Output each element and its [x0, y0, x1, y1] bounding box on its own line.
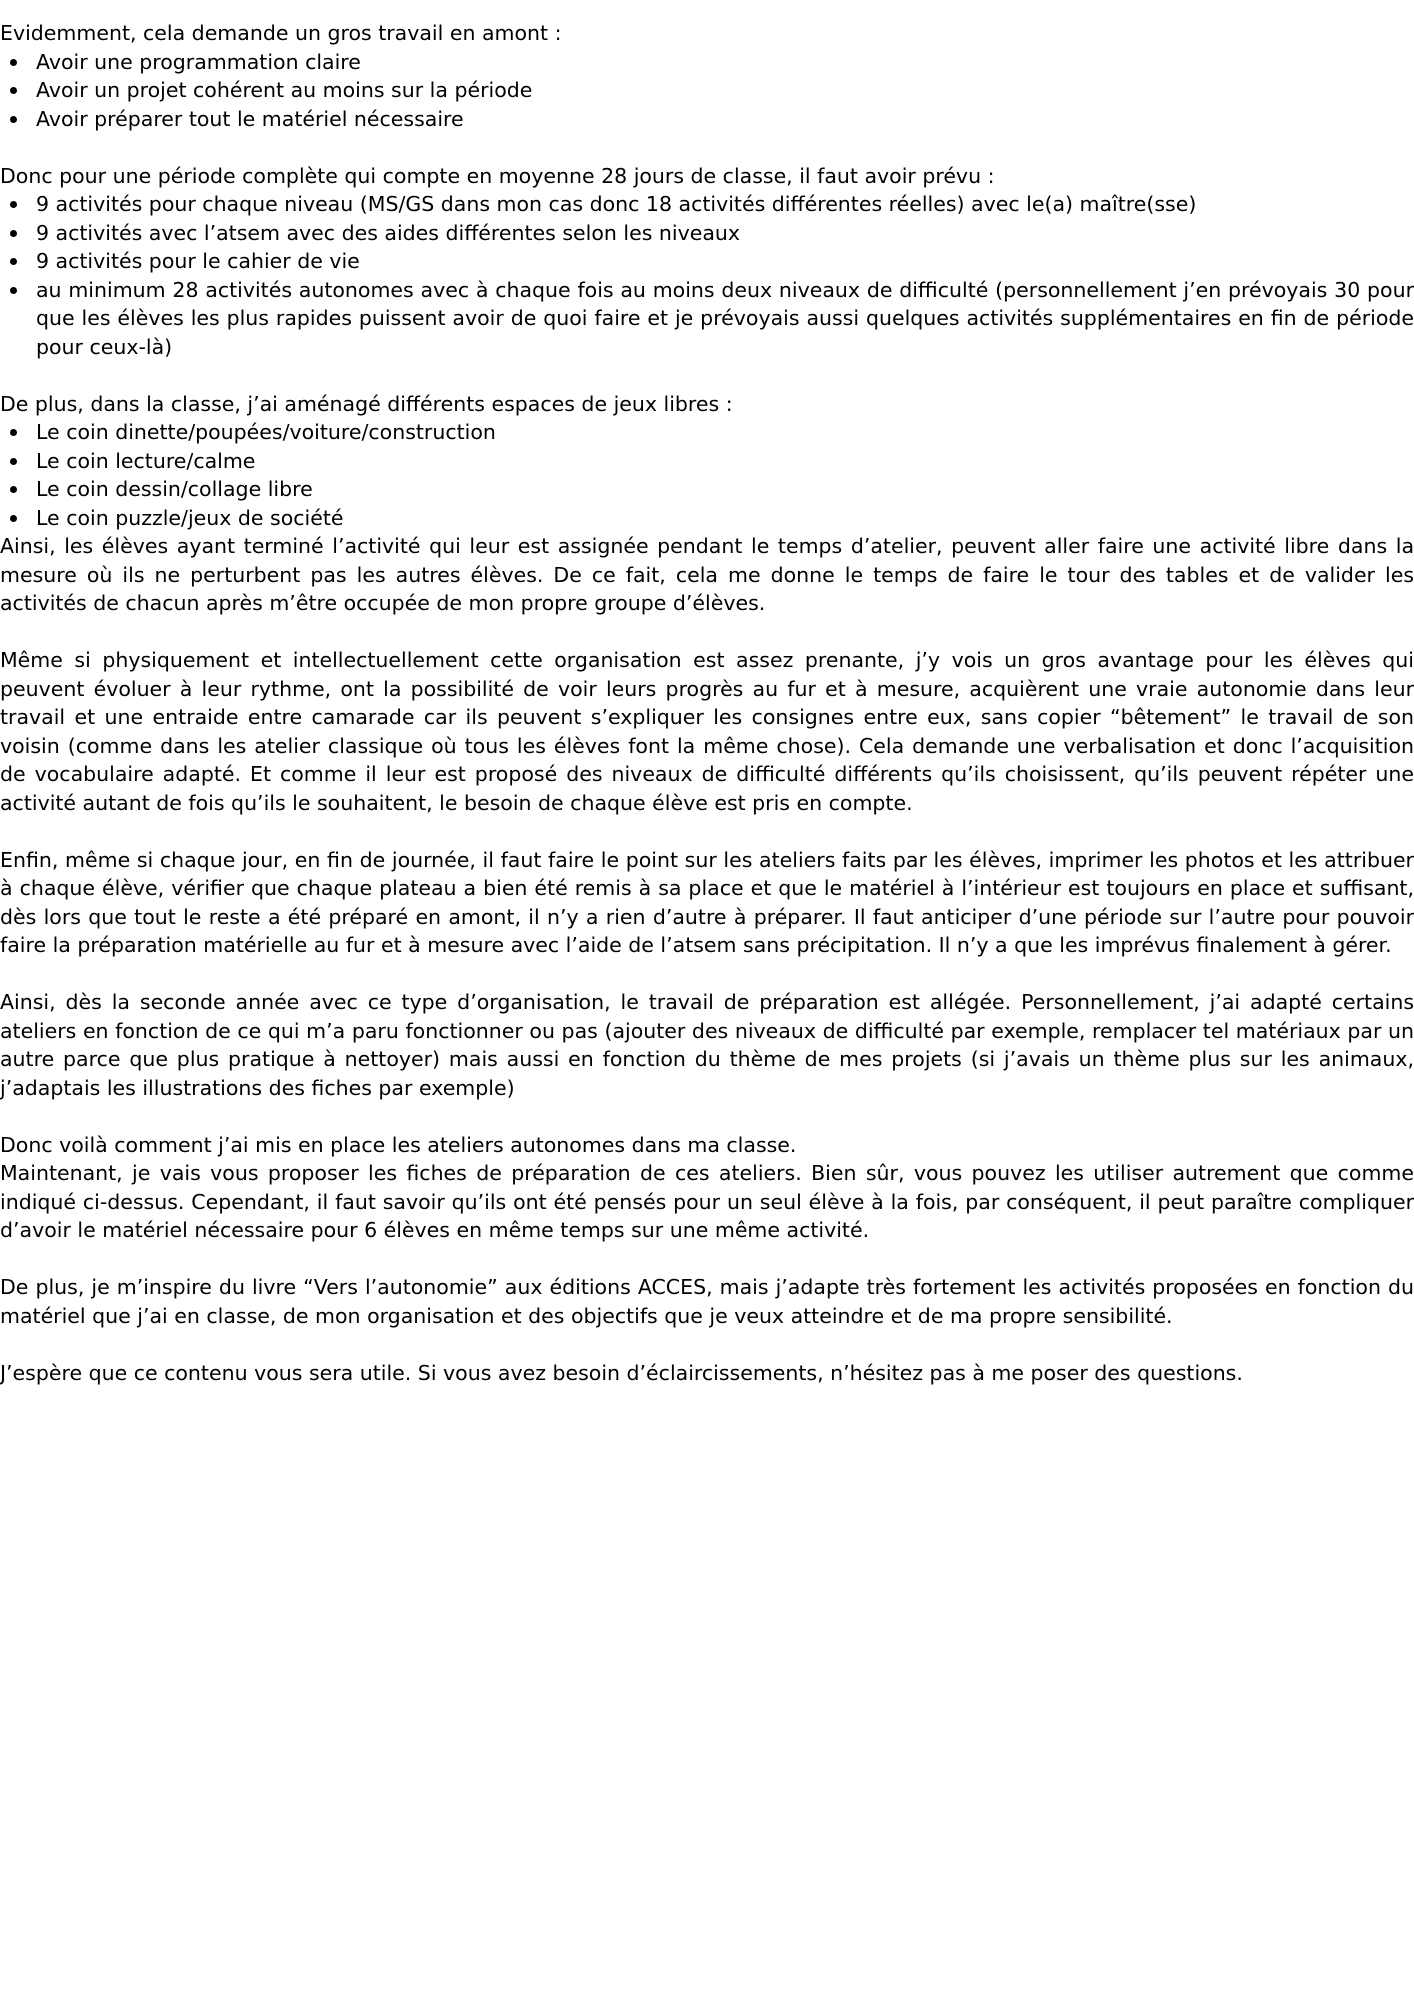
document-page: [0, 19, 1414, 1387]
paragraph-gap: [0, 1330, 1414, 1359]
list-item: Le coin puzzle/jeux de société: [0, 504, 1414, 533]
paragraph-second-year: Ainsi, dès la seconde année avec ce type d’organisation, le travail de préparation est allégée. Personnellement, j’ai adapté certains ateliers en fonction de ce qui m’a paru fonctionner ou pas (ajouter des niveaux de difficulté par exemple, remplacer tel matériaux par un autre parce que plus pratique à nettoyer) mais aussi en fonction du thème de mes projets (si j’avais un thème plus sur les animaux, j’adaptais les illustrations des fiches par exemple): [0, 990, 1414, 1100]
paragraph-daily-routine: Enfin, même si chaque jour, en fin de journée, il faut faire le point sur les ateliers faits par les élèves, imprimer les photos et les attribuer à chaque élève, vérifier que chaque plateau a bien été remis à sa place et que le matériel à l’intérieur est toujours en place et suffisant, dès lors que tout le reste a été préparé en amont, il n’y a rien d’autre à préparer. Il faut anticiper d’une période sur l’autre pour pouvoir faire la préparation matérielle au fur et à mesure avec l’aide de l’atsem sans précipitation. Il n’y a que les imprévus finalement à gérer.: [0, 847, 1414, 957]
section2-intro: Donc pour une période complète qui compte en moyenne 28 jours de classe, il faut avoir prévu :: [0, 163, 995, 188]
section3-intro: De plus, dans la classe, j’ai aménagé différents espaces de jeux libres :: [0, 391, 733, 416]
list-item: 9 activités pour chaque niveau (MS/GS dans mon cas donc 18 activités différentes réelles) avec le(a) maître(sse): [0, 190, 1414, 219]
paragraph-worksheets: Maintenant, je vais vous proposer les fiches de préparation de ces ateliers. Bien sûr, vous pouvez les utiliser autrement que comme indiqué ci-dessus. Cependant, il faut savoir qu’ils ont été pensés pour un seul élève à la fois, par conséquent, il peut paraître compliquer d’avoir le matériel nécessaire pour 6 élèves en même temps sur une même activité.: [0, 1161, 1414, 1242]
paragraph-closing: J’espère que ce contenu vous sera utile. Si vous avez besoin d’éclaircissements, n’hésitez pas à me poser des questions.: [0, 1360, 1243, 1385]
paragraph-gap: [0, 361, 1414, 390]
paragraph-gap: [0, 618, 1414, 647]
paragraph-inspiration: De plus, je m’inspire du livre “Vers l’autonomie” aux éditions ACCES, mais j’adapte très fortement les activités proposées en fonction du matériel que j’ai en classe, de mon organisation et des objectifs que je veux atteindre et de ma propre sensibilité.: [0, 1275, 1414, 1328]
paragraph-gap: [0, 1245, 1414, 1274]
list-item: Le coin dessin/collage libre: [0, 475, 1414, 504]
list-item: 9 activités avec l’atsem avec des aides différentes selon les niveaux: [0, 219, 1414, 248]
section2-list: [0, 190, 1414, 361]
paragraph-gap: [0, 960, 1414, 989]
list-item: Avoir un projet cohérent au moins sur la période: [0, 76, 1414, 105]
list-item: Le coin dinette/poupées/voiture/construction: [0, 418, 1414, 447]
section1-list: [0, 48, 1414, 134]
list-item: Avoir préparer tout le matériel nécessaire: [0, 105, 1414, 134]
paragraph-advantages: Même si physiquement et intellectuellement cette organisation est assez prenante, j’y vois un gros avantage pour les élèves qui peuvent évoluer à leur rythme, ont la possibilité de voir leurs progrès au fur et à mesure, acquièrent une vraie autonomie dans leur travail et une entraide entre camarade car ils peuvent s’expliquer les consignes entre eux, sans copier “bêtement” le travail de son voisin (comme dans les atelier classique où tous les élèves font la même chose). Cela demande une verbalisation et donc l’acquisition de vocabulaire adapté. Et comme il leur est proposé des niveaux de difficulté différents qu’ils choisissent, qu’ils peuvent répéter une activité autant de fois qu’ils le souhaitent, le besoin de chaque élève est pris en compte.: [0, 648, 1414, 815]
list-item: Avoir une programmation claire: [0, 48, 1414, 77]
paragraph-gap: [0, 1102, 1414, 1131]
section3-list: [0, 418, 1414, 532]
paragraph-gap: [0, 817, 1414, 846]
section3-after: Ainsi, les élèves ayant terminé l’activité qui leur est assignée pendant le temps d’atelier, peuvent aller faire une activité libre dans la mesure où ils ne perturbent pas les autres élèves. De ce fait, cela me donne le temps de faire le tour des tables et de valider les activités de chacun après m’être occupée de mon propre groupe d’élèves.: [0, 534, 1414, 615]
list-item: 9 activités pour le cahier de vie: [0, 247, 1414, 276]
list-item: au minimum 28 activités autonomes avec à chaque fois au moins deux niveaux de difficulté (personnellement j’en prévoyais 30 pour que les élèves les plus rapides puissent avoir de quoi faire et je prévoyais aussi quelques activités supplémentaires en fin de période pour ceux-là): [0, 276, 1414, 362]
section1-intro: Evidemment, cela demande un gros travail en amont :: [0, 21, 562, 45]
paragraph-gap: [0, 133, 1414, 162]
paragraph-summary: Donc voilà comment j’ai mis en place les ateliers autonomes dans ma classe.: [0, 1132, 797, 1157]
list-item: Le coin lecture/calme: [0, 447, 1414, 476]
